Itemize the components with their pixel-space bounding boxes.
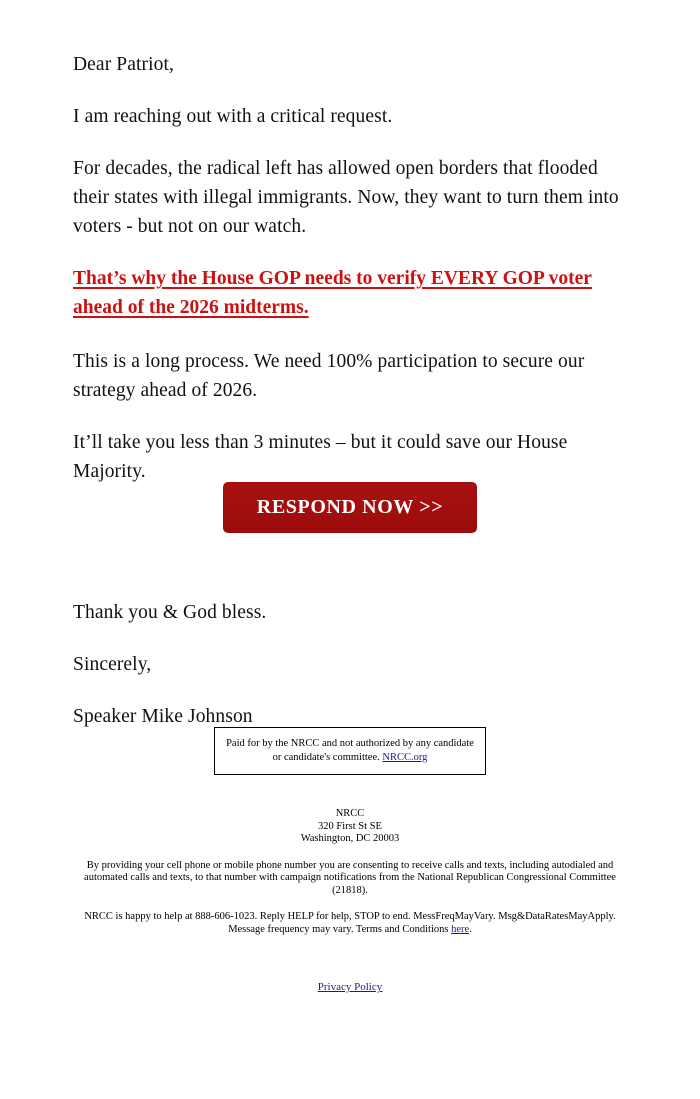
footer-help-text: NRCC is happy to help at 888-606-1023. Reply HELP for help, STOP to end. MessFreqMayVary. Msg&DataRatesMayApply. Message frequency may vary. Terms and Conditions — [84, 911, 616, 935]
privacy-policy-container — [0, 977, 700, 995]
footer-help-text-end: . — [469, 923, 472, 935]
footer-address-line-1: 320 First St SE — [318, 820, 382, 832]
footer-consent-paragraph: By providing your cell phone or mobile phone number you are consenting to receive calls and texts, including autodialed and automated calls and texts, to that number with campaign notifications from the National Republican Congressional Committee (21818). — [84, 859, 616, 896]
paid-for-disclaimer-box — [214, 727, 486, 775]
sincerely-line: Sincerely, — [73, 654, 152, 675]
salutation: Dear Patriot, — [73, 54, 174, 75]
paragraph-critical-request: I am reaching out with a critical request. — [73, 106, 393, 127]
paragraph-long-process: This is a long process. We need 100% participation to secure our strategy ahead of 2026. — [73, 351, 585, 401]
thank-you-line: Thank you & God bless. — [73, 602, 267, 623]
disclaimer-text: Paid for by the NRCC and not authorized by any candidate or candidate's committee. — [226, 738, 474, 763]
paragraph-three-minutes: It’ll take you less than 3 minutes – but it could save our House Majority. — [73, 432, 568, 482]
email-body — [73, 50, 627, 727]
footer — [0, 808, 700, 950]
footer-help-paragraph — [80, 911, 620, 936]
headline-verify-voters: That’s why the House GOP needs to verify EVERY GOP voter ahead of the 2026 midterms. — [73, 268, 592, 318]
nrcc-org-link[interactable]: NRCC.org — [382, 751, 428, 763]
footer-org-name: NRCC — [335, 808, 365, 819]
footer-address-line-2: Washington, DC 20003 — [300, 833, 400, 844]
footer-address — [0, 808, 700, 846]
paragraph-open-borders: For decades, the radical left has allowed open borders that flooded their states with illegal immigrants. Now, they want to turn them into voters - but not on our watch. — [73, 158, 619, 237]
cta-container — [73, 482, 627, 533]
terms-and-conditions-link[interactable]: here — [451, 923, 470, 935]
signature-line: Speaker Mike Johnson — [73, 706, 253, 727]
privacy-policy-link[interactable]: Privacy Policy — [317, 981, 383, 993]
respond-now-button[interactable]: RESPOND NOW >> — [223, 482, 477, 533]
closing-block — [73, 598, 627, 731]
